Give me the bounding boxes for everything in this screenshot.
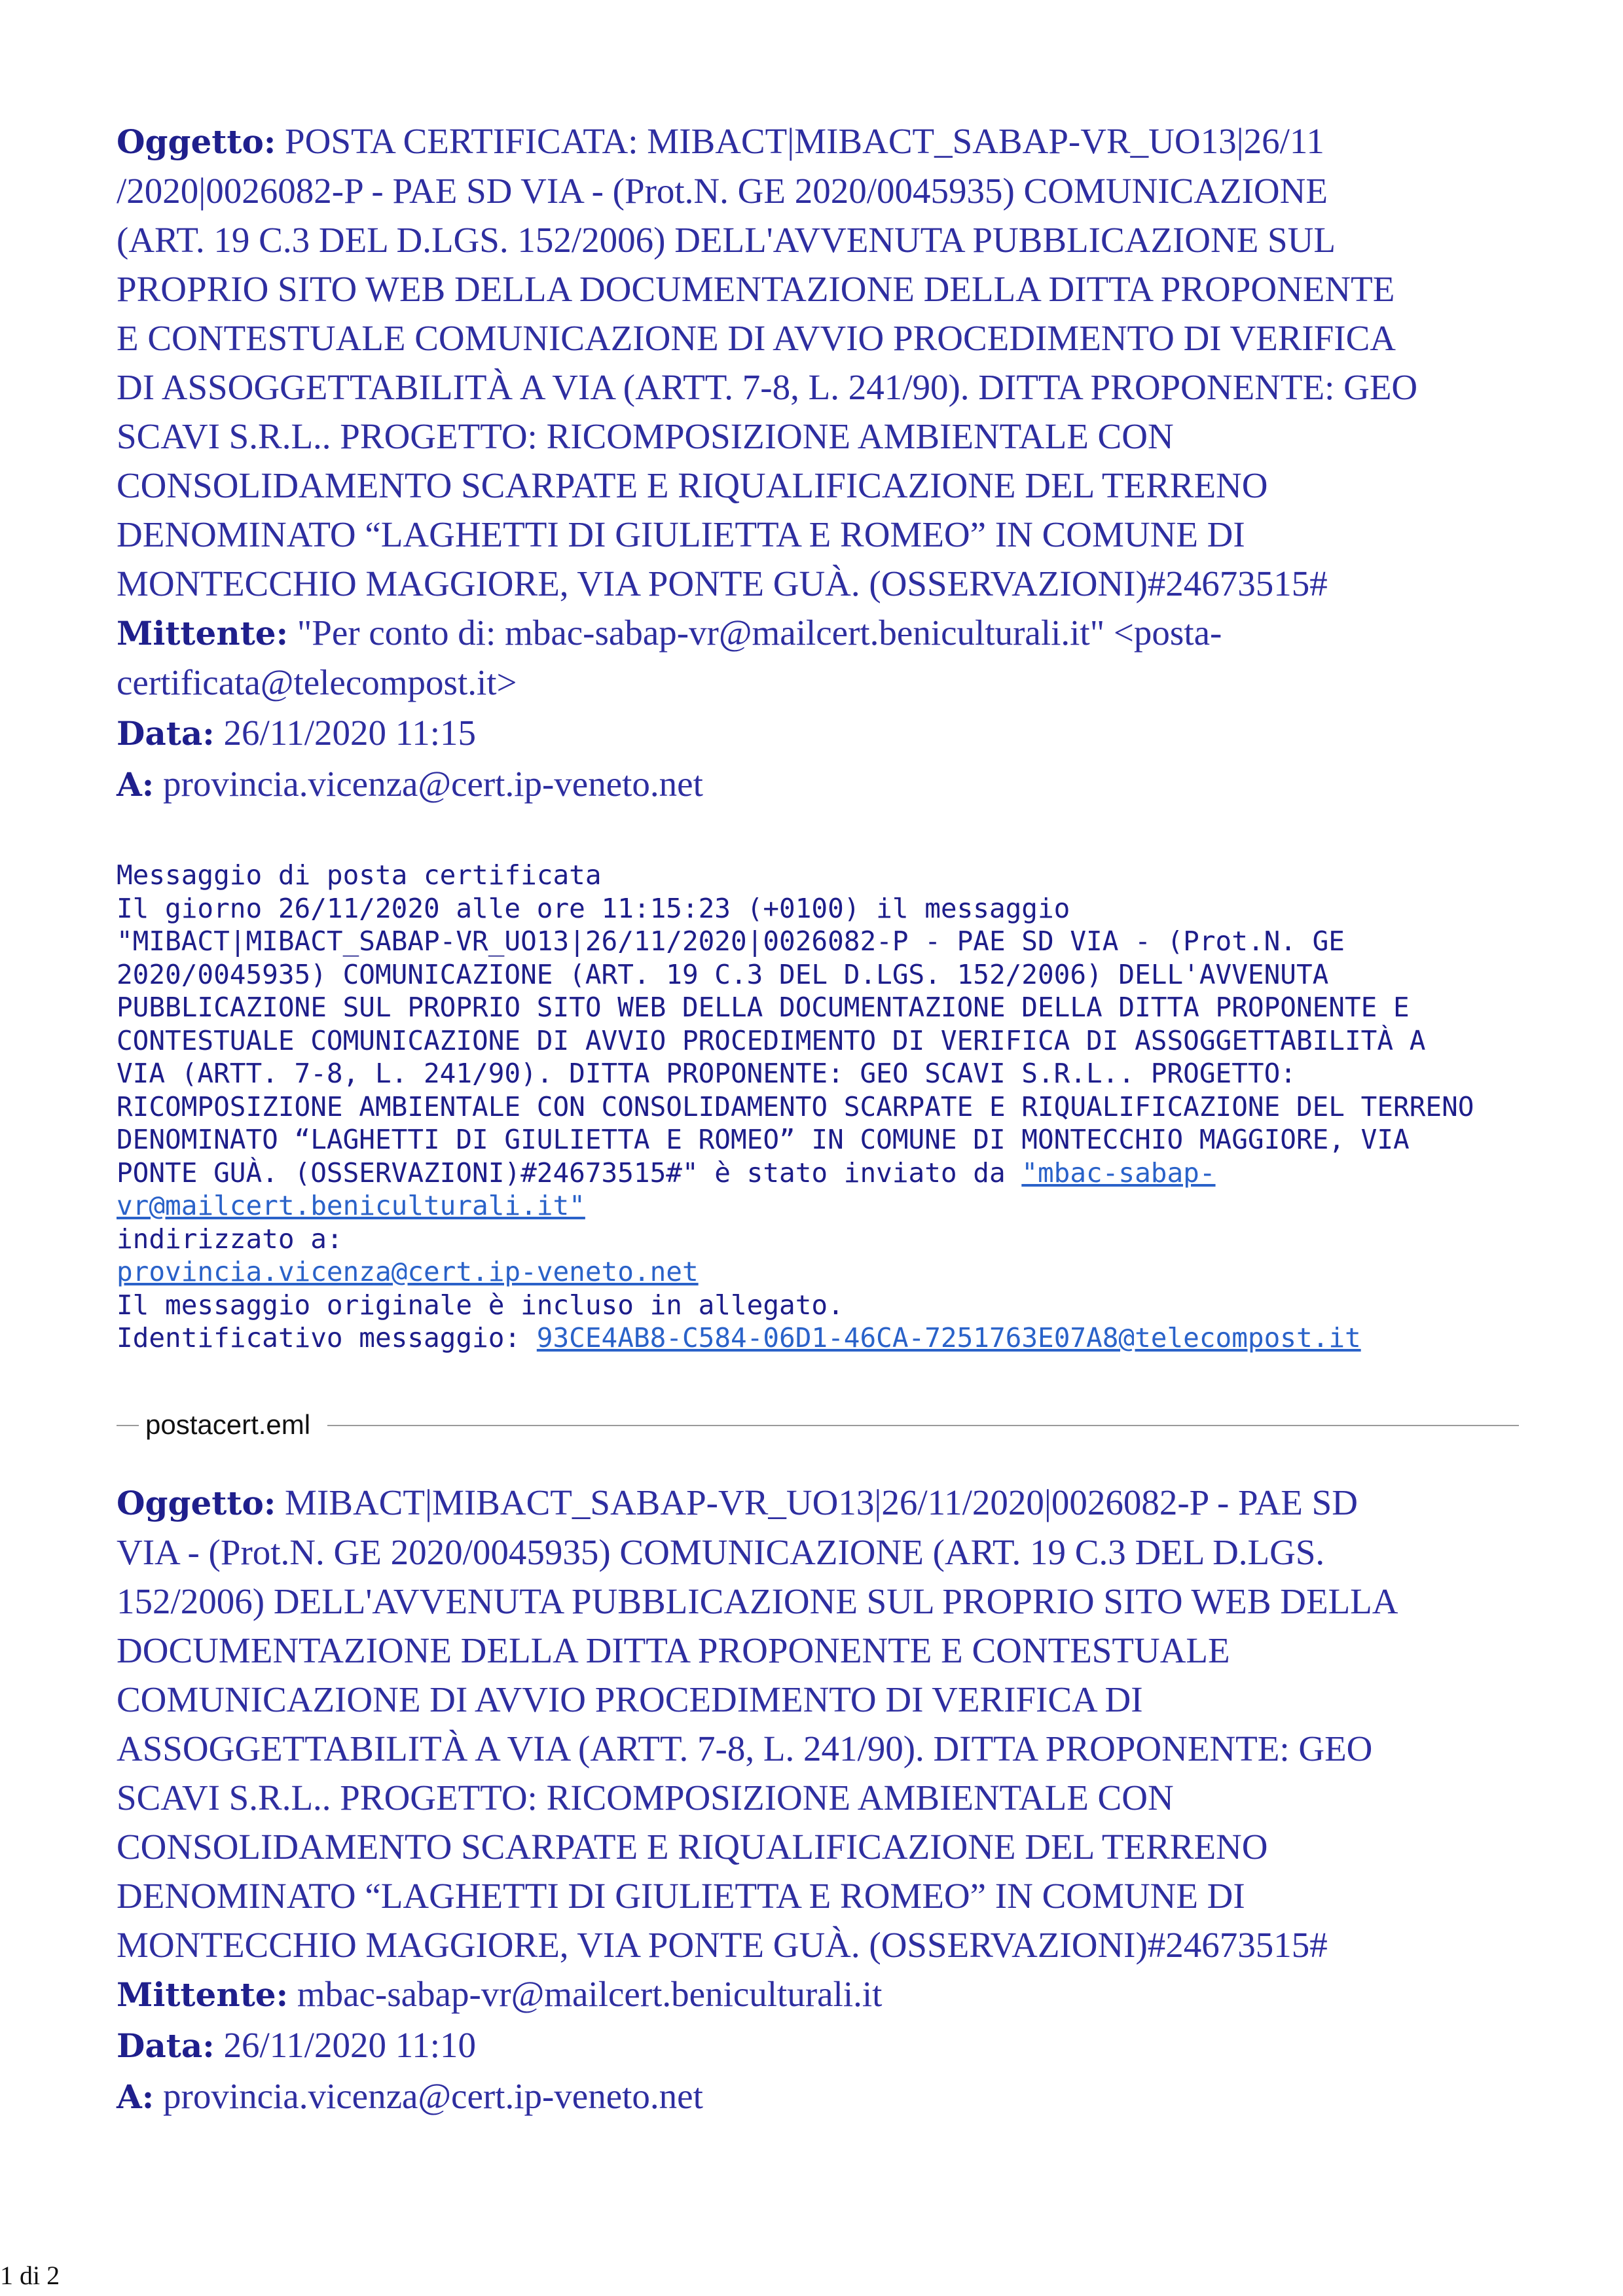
body-line: DENOMINATO “LAGHETTI DI GIULIETTA E ROMEO” IN COMUNE DI MONTECCHIO MAGGIORE, VIA xyxy=(117,1124,1410,1155)
date-value: 26/11/2020 11:10 xyxy=(223,2025,476,2065)
subject-label: Oggetto: xyxy=(117,122,276,161)
recipient-value: provincia.vicenza@cert.ip-veneto.net xyxy=(163,2076,703,2116)
sender-line xyxy=(117,1969,1518,2019)
subject-line: ASSOGGETTABILITÀ A VIA (ARTT. 7-8, L. 241/90). DITTA PROPONENTE: GEO xyxy=(117,1729,1373,1768)
sender-label: Mittente: xyxy=(117,614,289,653)
body-line: RICOMPOSIZIONE AMBIENTALE CON CONSOLIDAMENTO SCARPATE E RIQUALIFICAZIONE DEL TERRENO xyxy=(117,1090,1474,1122)
page-number: 1 di 2 xyxy=(0,2261,60,2290)
message-id-link[interactable]: 93CE4AB8-C584-06D1-46CA-7251763E07A8@telecompost.it xyxy=(536,1322,1361,1354)
date-line xyxy=(117,708,1518,758)
subject-line: SCAVI S.R.L.. PROGETTO: RICOMPOSIZIONE AMBIENTALE CON xyxy=(117,1778,1174,1818)
subject-text: MIBACT|MIBACT_SABAP-VR_UO13|26/11/2020|0026082-P - PAE SD xyxy=(285,1482,1358,1522)
body-line: VIA (ARTT. 7-8, L. 241/90). DITTA PROPONENTE: GEO SCAVI S.R.L.. PROGETTO: xyxy=(117,1058,1296,1089)
subject-line: E CONTESTUALE COMUNICAZIONE DI AVVIO PROCEDIMENTO DI VERIFICA xyxy=(117,318,1396,358)
subject-line xyxy=(117,1478,1518,1528)
subject-line: (ART. 19 C.3 DEL D.LGS. 152/2006) DELL'AVVENUTA PUBBLICAZIONE SUL xyxy=(117,220,1336,260)
subject-line: 152/2006) DELL'AVVENUTA PUBBLICAZIONE SUL PROPRIO SITO WEB DELLA xyxy=(117,1581,1398,1621)
body-line: Il giorno 26/11/2020 alle ore 11:15:23 (+0100) il messaggio xyxy=(117,892,1070,924)
body-line: CONTESTUALE COMUNICAZIONE DI AVVIO PROCEDIMENTO DI VERIFICA DI ASSOGGETTABILITÀ A xyxy=(117,1024,1426,1056)
body-line: Il messaggio originale è incluso in allegato. xyxy=(117,1289,844,1321)
recipient-label: A: xyxy=(117,2077,155,2116)
subject-line xyxy=(117,117,1518,166)
envelope-header xyxy=(117,117,1518,809)
recipient-email-link[interactable]: provincia.vicenza@cert.ip-veneto.net xyxy=(117,1256,699,1287)
subject-line: /2020|0026082-P - PAE SD VIA - (Prot.N. GE 2020/0045935) COMUNICAZIONE xyxy=(117,171,1328,211)
body-line: PUBBLICAZIONE SUL PROPRIO SITO WEB DELLA DOCUMENTAZIONE DELLA DITTA PROPONENTE E xyxy=(117,992,1410,1023)
sender-text: "Per conto di: mbac-sabap-vr@mailcert.beniculturali.it" <posta- xyxy=(297,613,1222,653)
message-body xyxy=(117,859,1544,1355)
body-line: Messaggio di posta certificata xyxy=(117,859,602,891)
sender-line: certificata@telecompost.it> xyxy=(117,662,517,702)
body-line: indirizzato a: xyxy=(117,1223,343,1255)
sender-text: mbac-sabap-vr@mailcert.beniculturali.it xyxy=(297,1974,883,2014)
date-line xyxy=(117,2020,1518,2070)
date-value: 26/11/2020 11:15 xyxy=(223,713,476,753)
recipient-line xyxy=(117,2072,1518,2121)
subject-line: DI ASSOGGETTABILITÀ A VIA (ARTT. 7-8, L. 241/90). DITTA PROPONENTE: GEO xyxy=(117,367,1418,407)
subject-label: Oggetto: xyxy=(117,1484,276,1522)
recipient-value: provincia.vicenza@cert.ip-veneto.net xyxy=(163,764,703,804)
body-line: PONTE GUÀ. (OSSERVAZIONI)#24673515#" è stato inviato da xyxy=(117,1157,1022,1189)
attachment-separator xyxy=(117,1405,1519,1444)
subject-line: VIA - (Prot.N. GE 2020/0045935) COMUNICAZIONE (ART. 19 C.3 DEL D.LGS. xyxy=(117,1532,1325,1572)
subject-line: CONSOLIDAMENTO SCARPATE E RIQUALIFICAZIONE DEL TERRENO xyxy=(117,465,1268,505)
subject-line: DOCUMENTAZIONE DELLA DITTA PROPONENTE E CONTESTUALE xyxy=(117,1630,1230,1670)
subject-line: COMUNICAZIONE DI AVVIO PROCEDIMENTO DI VERIFICA DI xyxy=(117,1679,1143,1719)
recipient-label: A: xyxy=(117,765,155,804)
date-label: Data: xyxy=(117,714,215,753)
subject-line: MONTECCHIO MAGGIORE, VIA PONTE GUÀ. (OSSERVAZIONI)#24673515# xyxy=(117,564,1328,603)
original-message-header xyxy=(117,1478,1518,2121)
body-line: 2020/0045935) COMUNICAZIONE (ART. 19 C.3 DEL D.LGS. 152/2006) DELL'AVVENUTA xyxy=(117,958,1329,990)
sender-label: Mittente: xyxy=(117,1975,289,2014)
body-line: "MIBACT|MIBACT_SABAP-VR_UO13|26/11/2020|0026082-P - PAE SD VIA - (Prot.N. GE xyxy=(117,925,1345,957)
sender-line xyxy=(117,608,1518,658)
subject-line: SCAVI S.R.L.. PROGETTO: RICOMPOSIZIONE AMBIENTALE CON xyxy=(117,416,1174,456)
recipient-line xyxy=(117,759,1518,809)
separator-line xyxy=(327,1425,1519,1426)
message-id-label: Identificativo messaggio: xyxy=(117,1322,537,1354)
subject-text: POSTA CERTIFICATA: MIBACT|MIBACT_SABAP-VR_UO13|26/11 xyxy=(285,121,1324,161)
subject-line: DENOMINATO “LAGHETTI DI GIULIETTA E ROMEO” IN COMUNE DI xyxy=(117,514,1245,554)
subject-line: DENOMINATO “LAGHETTI DI GIULIETTA E ROMEO” IN COMUNE DI xyxy=(117,1876,1245,1916)
attachment-name: postacert.eml xyxy=(145,1409,311,1440)
date-label: Data: xyxy=(117,2026,215,2065)
subject-line: PROPRIO SITO WEB DELLA DOCUMENTAZIONE DELLA DITTA PROPONENTE xyxy=(117,269,1395,309)
subject-line: MONTECCHIO MAGGIORE, VIA PONTE GUÀ. (OSSERVAZIONI)#24673515# xyxy=(117,1925,1328,1965)
separator-line xyxy=(117,1425,139,1426)
sender-email-link[interactable]: vr@mailcert.beniculturali.it" xyxy=(117,1190,585,1221)
subject-line: CONSOLIDAMENTO SCARPATE E RIQUALIFICAZIONE DEL TERRENO xyxy=(117,1827,1268,1867)
sender-email-link[interactable]: "mbac-sabap- xyxy=(1021,1157,1216,1189)
